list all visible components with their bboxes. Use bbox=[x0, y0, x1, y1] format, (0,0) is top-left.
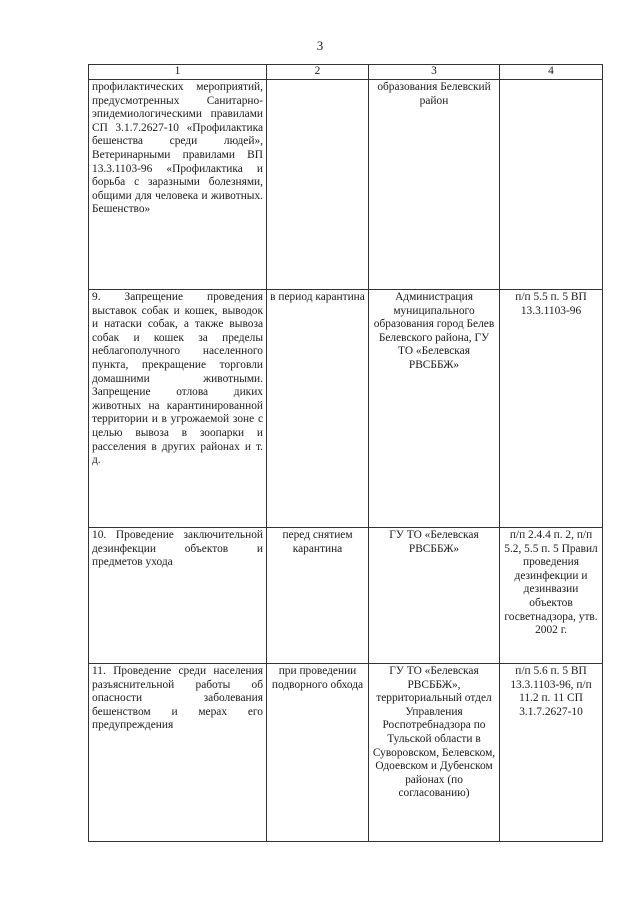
measures-table bbox=[88, 64, 603, 842]
table-row bbox=[89, 528, 603, 664]
responsible-cell: Администрация муниципального образования город Белев Белевского района, ГУ ТО «Белевская РВСББЖ» bbox=[369, 290, 500, 528]
basis-cell: п/п 5.5 п. 5 ВП 13.3.1103-96 bbox=[500, 290, 603, 528]
basis-cell bbox=[500, 80, 603, 290]
term-cell: при проведении подворного обхода bbox=[267, 664, 369, 842]
responsible-cell: ГУ ТО «Белевская РВСББЖ» bbox=[369, 528, 500, 664]
page-number: 3 bbox=[316, 38, 324, 53]
header-row bbox=[89, 65, 603, 80]
term-cell bbox=[267, 80, 369, 290]
term-cell: перед снятием карантина bbox=[267, 528, 369, 664]
table-row bbox=[89, 290, 603, 528]
table-row bbox=[89, 80, 603, 290]
responsible-cell: образования Белевский район bbox=[369, 80, 500, 290]
measure-cell: 9. Запрещение проведения выставок собак и кошек, выводок и натаски собак, а также вывоза собак и кошек за пределы неблагополучного населенного пункта, прекращение торговли домашними животными. Запрещение отлова диких животных на карантинированной территории и в угрожаемой зоне с целью вывоза в зоопарки и расселения в других районах и т. д. bbox=[89, 290, 267, 528]
term-cell: в период карантина bbox=[267, 290, 369, 528]
table-row bbox=[89, 664, 603, 842]
measure-cell: 11. Проведение среди населения разъяснительной работы об опасности заболевания бешенством и мерах его предупреждения bbox=[89, 664, 267, 842]
basis-cell: п/п 5.6 п. 5 ВП 13.3.1103-96, п/п 11.2 п. 11 СП 3.1.7.2627-10 bbox=[500, 664, 603, 842]
header-cell-3: 3 bbox=[369, 65, 500, 80]
basis-cell: п/п 2.4.4 п. 2, п/п 5.2, 5.5 п. 5 Правил проведения дезинфекции и дезинвазии объектов госветнадзора, утв. 2002 г. bbox=[500, 528, 603, 664]
responsible-cell: ГУ ТО «Белевская РВСББЖ», территориальный отдел Управления Роспотребнадзора по Тульской области в Суворовском, Белевском, Одоевском и Дубенском районах (по согласованию) bbox=[369, 664, 500, 842]
header-cell-2: 2 bbox=[267, 65, 369, 80]
header-cell-1: 1 bbox=[89, 65, 267, 80]
measure-cell: 10. Проведение заключительной дезинфекции объектов и предметов ухода bbox=[89, 528, 267, 664]
header-cell-4: 4 bbox=[500, 65, 603, 80]
measure-cell: профилактических мероприятий, предусмотренных Санитарно-эпидемиологическими правилами СП 3.1.7.2627-10 «Профилактика бешенства среди людей», Ветеринарными правилами ВП 13.3.1103-96 «Профилактика и борьба с заразными болезнями, общими для человека и животных. Бешенство» bbox=[89, 80, 267, 290]
